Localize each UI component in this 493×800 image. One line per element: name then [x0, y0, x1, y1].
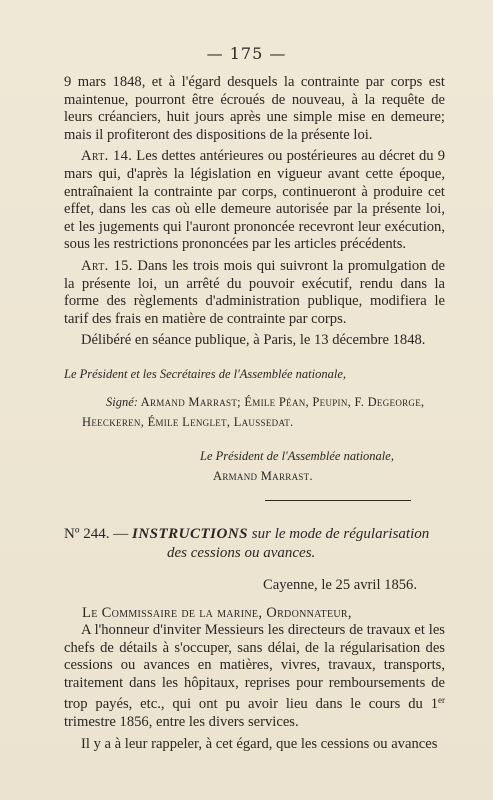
president-title: Le Président de l'Assemblée nationale,: [200, 448, 394, 463]
article-15-text: Dans les trois mois qui suivront la promulgation de la présente loi, un arrêté du pouvoir exécutif, rendu dans la forme des règlements d'administration publique, modifiera le tarif des frais en matière de contrainte par corps.: [64, 257, 446, 327]
signe-label: Signé:: [106, 394, 138, 409]
signatories-title: Le Président et les Secrétaires de l'Assemblée nationale,: [64, 366, 347, 381]
page-number: — 175 —: [206, 44, 287, 63]
instructions-text-a: A l'honneur d'inviter Messieurs les directeurs de travaux et les chefs de détails à s'occuper, sans délai, de la régularisation des cessions ou avances en matières, vivres, travaux, transports, traitement dans les hôpitaux, reprises pour remboursements de trop payés, etc., qui ont pu avoir lieu dans le cours du 1: [64, 622, 445, 713]
heading-rest: sur le mode de régularisation: [248, 525, 430, 542]
dateline: Cayenne, le 25 avril 1856.: [262, 576, 417, 593]
article-14-text: Les dettes antérieures ou postérieures au décret du 9 mars qui, d'après la législation en vigueur avant cette époque, entraînaient la contrainte par corps, continueront à produire cet effet, dans les cas où elle demeure autorisée par la présente loi, et les jugements qui l'auront prononcée recevront leur exécution, sous les restrictions prononcées par les articles précédents.: [64, 148, 445, 253]
paragraph-instructions: [64, 622, 445, 732]
signatories-names-1: Armand Marrast; Émile Péan, Peupin, F. Degeorge,: [137, 394, 425, 409]
signatories-line-1: [64, 392, 445, 412]
document-number: Nº 244.: [64, 525, 110, 542]
instructions-text-b: trimestre 1856, entre les divers services.: [64, 714, 299, 731]
article-15-label: Art. 15.: [81, 257, 133, 274]
article-14-label: Art. 14.: [81, 148, 133, 165]
page-body: [64, 74, 445, 753]
heading-continuation: des cessions ou avances.: [167, 544, 316, 561]
heading-dash: —: [109, 525, 132, 542]
signatories-line-2: Heeckeren, Émile Lenglet, Laussedat.: [82, 414, 294, 429]
paragraph-final: Il y a à leur rappeler, à cet égard, que les cessions ou avances: [81, 735, 438, 752]
heading-keyword: INSTRUCTIONS: [131, 525, 249, 542]
article-14: [64, 148, 445, 254]
signature-block: [64, 364, 445, 486]
section-divider: [265, 500, 411, 501]
document-heading: [64, 525, 445, 563]
addressor: Le Commissaire de la marine, Ordonnateur,: [82, 604, 352, 621]
deliberation-line: Délibéré en séance publique, à Paris, le 13 décembre 1848.: [81, 332, 426, 349]
paragraph-continuation: 9 mars 1848, et à l'égard desquels la contrainte par corps est maintenue, pourront être écroués de nouveau, à la requête de leurs créanciers, huit jours après une simple mise en demeure; mais il profiteront des dispositions de la présente loi.: [64, 74, 445, 143]
president-name: Armand Marrast.: [213, 468, 313, 483]
article-15: [64, 258, 445, 328]
ordinal-superscript: er: [438, 695, 445, 706]
